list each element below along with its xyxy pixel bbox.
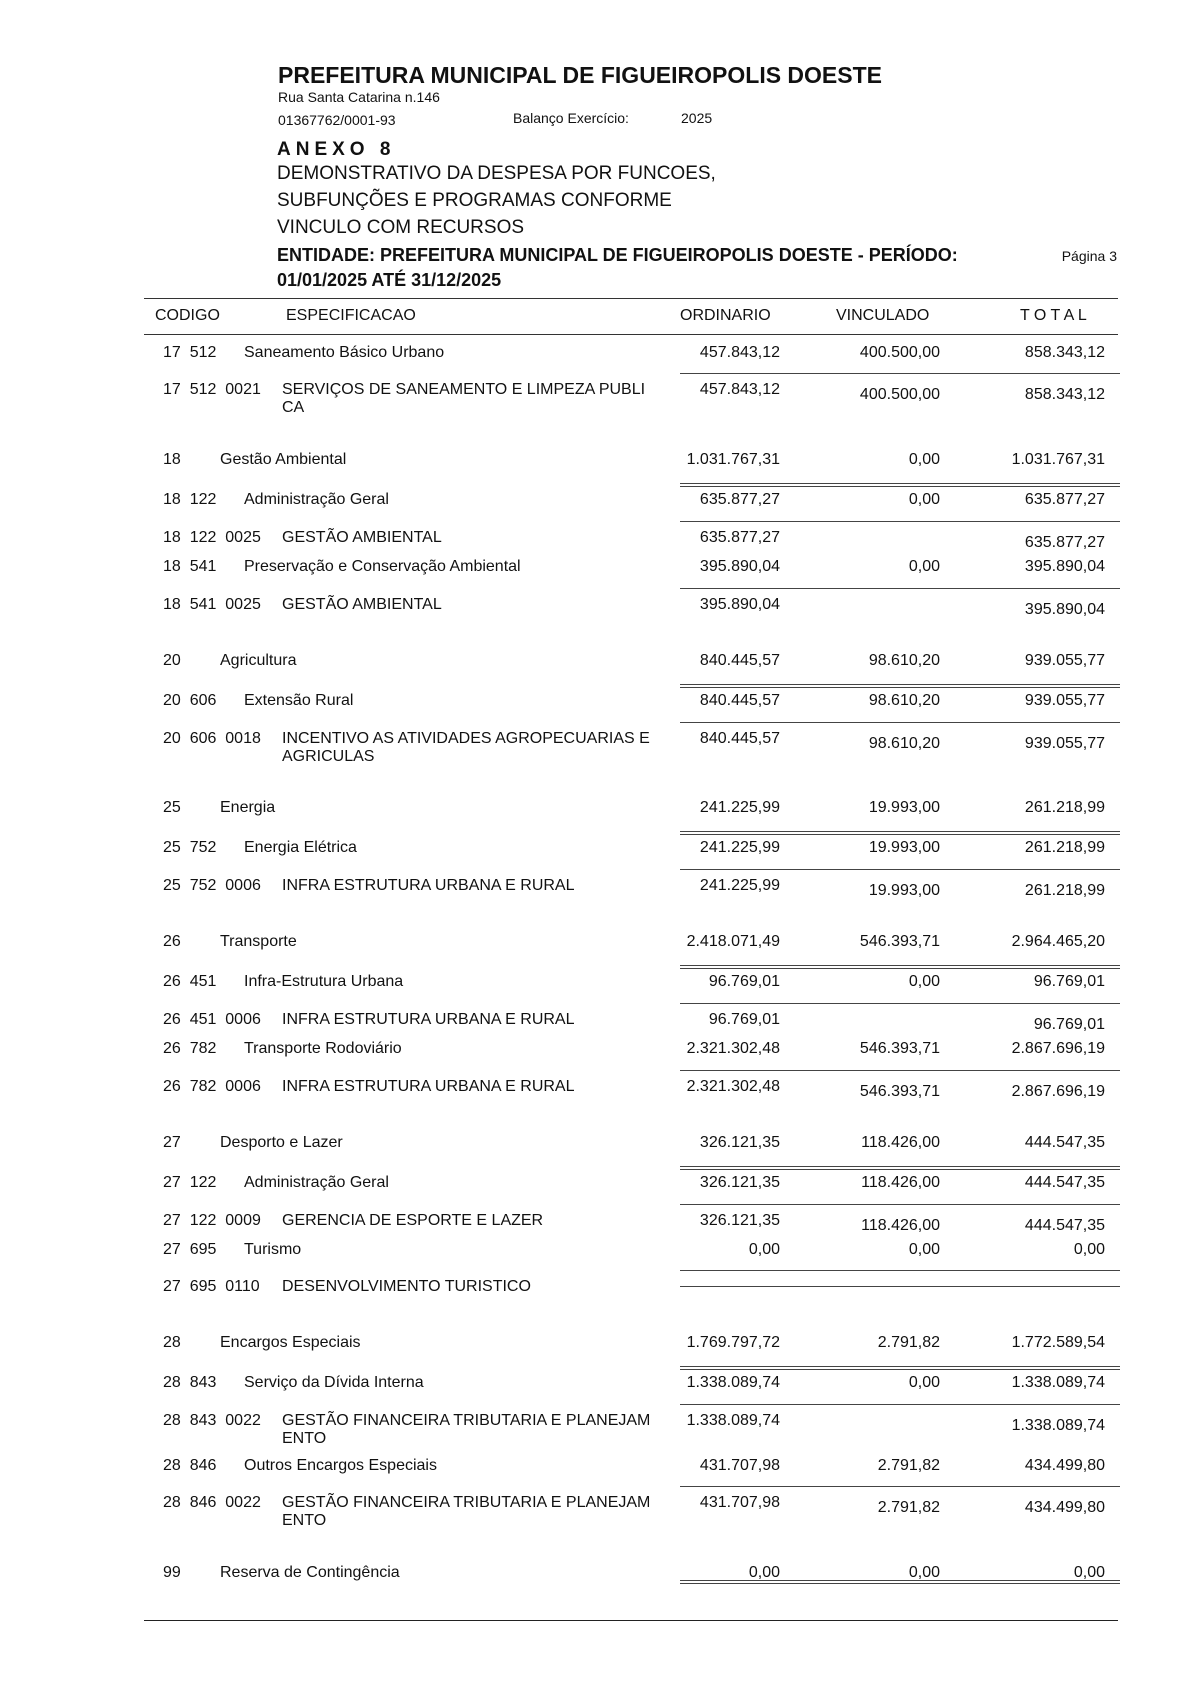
table-row xyxy=(0,973,1191,993)
row-total: 261.218,99 xyxy=(1024,799,1105,816)
row-vinculado: 546.393,71 xyxy=(859,1040,940,1057)
row-total: 444.547,35 xyxy=(1024,1134,1105,1151)
row-ordinario: 635.877,27 xyxy=(699,491,780,508)
double-rule xyxy=(680,1580,1120,1584)
row-specification: SERVIÇOS DE SANEAMENTO E LIMPEZA PUBLI CA xyxy=(282,381,646,416)
row-specification: Agricultura xyxy=(220,652,297,669)
row-specification: GESTÃO FINANCEIRA TRIBUTARIA E PLANEJAM ENTO xyxy=(282,1412,651,1447)
single-rule xyxy=(680,869,1120,870)
row-specification: Administração Geral xyxy=(244,491,389,508)
row-vinculado: 118.426,00 xyxy=(861,1174,940,1191)
row-ordinario: 241.225,99 xyxy=(699,799,780,816)
row-ordinario: 1.769.797,72 xyxy=(686,1334,780,1351)
table-row xyxy=(0,1011,1191,1031)
table-row xyxy=(0,1494,1191,1529)
description-line-3: VINCULO COM RECURSOS xyxy=(277,217,525,238)
table-row xyxy=(0,529,1191,549)
row-specification: Serviço da Dívida Interna xyxy=(244,1374,424,1391)
row-vinculado: 0,00 xyxy=(908,451,940,468)
row-vinculado: 546.393,71 xyxy=(859,933,940,950)
row-specification: Transporte xyxy=(220,933,297,950)
row-code: 20 606 xyxy=(163,692,217,709)
document-title: PREFEITURA MUNICIPAL DE FIGUEIROPOLIS DOESTE xyxy=(278,62,883,88)
row-vinculado: 400.500,00 xyxy=(859,386,940,403)
table-row xyxy=(0,1040,1191,1060)
row-specification: GESTÃO AMBIENTAL xyxy=(282,529,442,546)
row-code: 26 xyxy=(163,933,181,950)
table-row xyxy=(0,1212,1191,1232)
single-rule xyxy=(680,521,1120,522)
row-ordinario: 326.121,35 xyxy=(699,1134,780,1151)
row-code: 26 782 0006 xyxy=(163,1078,261,1095)
table-row xyxy=(0,1412,1191,1447)
table-row xyxy=(0,839,1191,859)
single-rule xyxy=(680,1070,1120,1071)
row-code: 17 512 xyxy=(163,344,217,361)
col-header-vinculado: VINCULADO xyxy=(836,307,930,324)
row-vinculado: 19.993,00 xyxy=(868,882,940,899)
row-ordinario: 840.445,57 xyxy=(699,730,780,747)
row-specification: INCENTIVO AS ATIVIDADES AGROPECUARIAS E AGRICULAS xyxy=(282,730,650,765)
table-row xyxy=(0,933,1191,953)
row-specification: GERENCIA DE ESPORTE E LAZER xyxy=(282,1212,544,1229)
col-header-ordinario: ORDINARIO xyxy=(680,307,771,324)
table-row xyxy=(0,1078,1191,1098)
row-specification: Saneamento Básico Urbano xyxy=(244,344,445,361)
row-vinculado: 0,00 xyxy=(908,558,940,575)
row-code: 99 xyxy=(163,1564,181,1581)
row-total: 0,00 xyxy=(1073,1241,1105,1258)
row-specification: GESTÃO AMBIENTAL xyxy=(282,596,442,613)
table-row xyxy=(0,692,1191,712)
single-rule xyxy=(680,1270,1120,1271)
single-rule xyxy=(680,722,1120,723)
table-row xyxy=(0,799,1191,819)
page-bottom-rule xyxy=(144,1620,1118,1621)
row-specification: Turismo xyxy=(244,1241,302,1258)
single-rule xyxy=(680,1286,1120,1287)
row-total: 939.055,77 xyxy=(1024,652,1105,669)
row-specification: INFRA ESTRUTURA URBANA E RURAL xyxy=(282,1011,575,1028)
row-ordinario: 431.707,98 xyxy=(699,1457,780,1474)
row-total: 444.547,35 xyxy=(1024,1217,1105,1234)
row-specification: Extensão Rural xyxy=(244,692,354,709)
row-code: 18 122 xyxy=(163,491,217,508)
double-rule xyxy=(680,483,1120,487)
row-ordinario: 326.121,35 xyxy=(699,1212,780,1229)
row-total: 939.055,77 xyxy=(1024,735,1105,752)
row-ordinario: 0,00 xyxy=(748,1564,780,1581)
row-code: 28 846 0022 xyxy=(163,1494,261,1511)
row-specification: Transporte Rodoviário xyxy=(244,1040,402,1057)
row-specification: Preservação e Conservação Ambiental xyxy=(244,558,521,575)
row-total: 395.890,04 xyxy=(1024,558,1105,575)
row-vinculado: 19.993,00 xyxy=(868,839,940,856)
row-total: 635.877,27 xyxy=(1024,534,1105,551)
row-ordinario: 840.445,57 xyxy=(699,692,780,709)
row-ordinario: 840.445,57 xyxy=(699,652,780,669)
row-ordinario: 96.769,01 xyxy=(708,973,780,990)
row-vinculado: 0,00 xyxy=(908,973,940,990)
row-vinculado: 0,00 xyxy=(908,1564,940,1581)
double-rule xyxy=(680,965,1120,969)
row-code: 25 752 xyxy=(163,839,217,856)
row-specification: Administração Geral xyxy=(244,1174,389,1191)
row-ordinario: 2.321.302,48 xyxy=(686,1040,780,1057)
row-specification: GESTÃO FINANCEIRA TRIBUTARIA E PLANEJAM ENTO xyxy=(282,1494,651,1529)
row-total: 395.890,04 xyxy=(1024,601,1105,618)
table-row xyxy=(0,596,1191,616)
row-specification: Reserva de Contingência xyxy=(220,1564,400,1581)
row-code: 25 752 0006 xyxy=(163,877,261,894)
balance-label: Balanço Exercício: xyxy=(513,110,629,126)
row-vinculado: 2.791,82 xyxy=(877,1457,940,1474)
row-ordinario: 2.321.302,48 xyxy=(686,1078,780,1095)
row-total: 939.055,77 xyxy=(1024,692,1105,709)
row-total: 1.338.089,74 xyxy=(1011,1417,1105,1434)
row-code: 20 606 0018 xyxy=(163,730,261,747)
row-total: 434.499,80 xyxy=(1024,1457,1105,1474)
row-total: 444.547,35 xyxy=(1024,1174,1105,1191)
table-row xyxy=(0,1457,1191,1477)
row-vinculado: 118.426,00 xyxy=(861,1134,940,1151)
row-total: 635.877,27 xyxy=(1024,491,1105,508)
table-row xyxy=(0,1334,1191,1354)
col-header-especificacao: ESPECIFICACAO xyxy=(286,307,416,324)
table-row xyxy=(0,491,1191,511)
row-ordinario: 1.031.767,31 xyxy=(686,451,780,468)
row-total: 434.499,80 xyxy=(1024,1499,1105,1516)
row-specification: Encargos Especiais xyxy=(220,1334,361,1351)
row-total: 2.867.696,19 xyxy=(1011,1083,1105,1100)
address: Rua Santa Catarina n.146 xyxy=(278,89,440,105)
table-row xyxy=(0,730,1191,765)
table-row xyxy=(0,1134,1191,1154)
row-code: 28 xyxy=(163,1334,181,1351)
row-code: 25 xyxy=(163,799,181,816)
row-vinculado: 98.610,20 xyxy=(868,692,940,709)
row-ordinario: 96.769,01 xyxy=(708,1011,780,1028)
table-row xyxy=(0,1174,1191,1194)
row-code: 27 xyxy=(163,1134,181,1151)
row-code: 27 122 0009 xyxy=(163,1212,261,1229)
table-row xyxy=(0,1278,1191,1298)
row-ordinario: 395.890,04 xyxy=(699,596,780,613)
row-code: 27 695 0110 xyxy=(163,1278,260,1295)
row-vinculado: 2.791,82 xyxy=(877,1499,940,1516)
row-total: 1.338.089,74 xyxy=(1011,1374,1105,1391)
row-total: 1.772.589,54 xyxy=(1011,1334,1105,1351)
col-header-codigo: CODIGO xyxy=(155,307,220,324)
row-ordinario: 1.338.089,74 xyxy=(686,1374,780,1391)
row-code: 28 843 0022 xyxy=(163,1412,261,1429)
row-total: 858.343,12 xyxy=(1024,344,1105,361)
row-vinculado: 0,00 xyxy=(908,1374,940,1391)
table-row xyxy=(0,451,1191,471)
double-rule xyxy=(680,1366,1120,1370)
row-specification: Infra-Estrutura Urbana xyxy=(244,973,404,990)
row-vinculado: 19.993,00 xyxy=(868,799,940,816)
single-rule xyxy=(680,1003,1120,1004)
row-total: 261.218,99 xyxy=(1024,839,1105,856)
row-code: 17 512 0021 xyxy=(163,381,261,398)
row-total: 2.867.696,19 xyxy=(1011,1040,1105,1057)
row-ordinario: 395.890,04 xyxy=(699,558,780,575)
row-ordinario: 1.338.089,74 xyxy=(686,1412,780,1429)
row-ordinario: 0,00 xyxy=(748,1241,780,1258)
row-code: 20 xyxy=(163,652,181,669)
row-code: 18 541 xyxy=(163,558,217,575)
row-code: 26 451 0006 xyxy=(163,1011,261,1028)
row-ordinario: 635.877,27 xyxy=(699,529,780,546)
table-row xyxy=(0,877,1191,897)
row-code: 28 843 xyxy=(163,1374,217,1391)
row-code: 28 846 xyxy=(163,1457,217,1474)
row-ordinario: 457.843,12 xyxy=(699,381,780,398)
row-vinculado: 98.610,20 xyxy=(868,652,940,669)
row-ordinario: 326.121,35 xyxy=(699,1174,780,1191)
row-ordinario: 2.418.071,49 xyxy=(686,933,780,950)
row-total: 1.031.767,31 xyxy=(1011,451,1105,468)
row-code: 18 122 0025 xyxy=(163,529,261,546)
double-rule xyxy=(680,684,1120,688)
description-line-1: DEMONSTRATIVO DA DESPESA POR FUNCOES, xyxy=(277,163,716,184)
row-code: 27 695 xyxy=(163,1241,217,1258)
entity-line-1: ENTIDADE: PREFEITURA MUNICIPAL DE FIGUEIROPOLIS DOESTE - PERÍODO: xyxy=(277,245,958,265)
double-rule xyxy=(680,1166,1120,1170)
table-row xyxy=(0,344,1191,364)
row-vinculado: 546.393,71 xyxy=(859,1083,940,1100)
table-row xyxy=(0,558,1191,578)
row-total: 96.769,01 xyxy=(1033,1016,1105,1033)
row-ordinario: 241.225,99 xyxy=(699,877,780,894)
row-specification: DESENVOLVIMENTO TURISTICO xyxy=(282,1278,531,1295)
row-total: 0,00 xyxy=(1073,1564,1105,1581)
row-vinculado: 2.791,82 xyxy=(877,1334,940,1351)
table-row xyxy=(0,1374,1191,1394)
row-code: 26 782 xyxy=(163,1040,217,1057)
table-row xyxy=(0,381,1191,416)
page-number: Página 3 xyxy=(1061,248,1117,264)
row-vinculado: 400.500,00 xyxy=(859,344,940,361)
row-specification: INFRA ESTRUTURA URBANA E RURAL xyxy=(282,877,575,894)
row-specification: Energia xyxy=(220,799,276,816)
row-code: 18 xyxy=(163,451,181,468)
balance-year: 2025 xyxy=(681,110,713,126)
table-row xyxy=(0,652,1191,672)
single-rule xyxy=(680,1204,1120,1205)
row-total: 858.343,12 xyxy=(1024,386,1105,403)
row-specification: Desporto e Lazer xyxy=(220,1134,343,1151)
row-ordinario: 241.225,99 xyxy=(699,839,780,856)
row-ordinario: 431.707,98 xyxy=(699,1494,780,1511)
col-header-total: T O T A L xyxy=(1020,307,1087,324)
row-vinculado: 118.426,00 xyxy=(861,1217,940,1234)
double-rule xyxy=(680,831,1120,835)
single-rule xyxy=(680,1486,1120,1487)
single-rule xyxy=(680,373,1120,374)
row-code: 26 451 xyxy=(163,973,217,990)
row-vinculado: 0,00 xyxy=(908,491,940,508)
row-vinculado: 0,00 xyxy=(908,1241,940,1258)
single-rule xyxy=(680,588,1120,589)
row-code: 18 541 0025 xyxy=(163,596,261,613)
row-specification: INFRA ESTRUTURA URBANA E RURAL xyxy=(282,1078,575,1095)
row-total: 261.218,99 xyxy=(1024,882,1105,899)
row-specification: Energia Elétrica xyxy=(244,839,357,856)
cnpj: 01367762/0001-93 xyxy=(278,112,396,128)
row-specification: Gestão Ambiental xyxy=(220,451,347,468)
row-total: 96.769,01 xyxy=(1033,973,1105,990)
entity-line-2: 01/01/2025 ATÉ 31/12/2025 xyxy=(277,270,502,290)
single-rule xyxy=(680,1404,1120,1405)
row-total: 2.964.465,20 xyxy=(1011,933,1105,950)
table-row xyxy=(0,1241,1191,1261)
row-specification: Outros Encargos Especiais xyxy=(244,1457,437,1474)
row-vinculado: 98.610,20 xyxy=(868,735,940,752)
annex-title: ANEXO 8 xyxy=(277,139,396,160)
description-line-2: SUBFUNÇÕES E PROGRAMAS CONFORME xyxy=(277,190,672,211)
row-ordinario: 457.843,12 xyxy=(699,344,780,361)
row-code: 27 122 xyxy=(163,1174,217,1191)
